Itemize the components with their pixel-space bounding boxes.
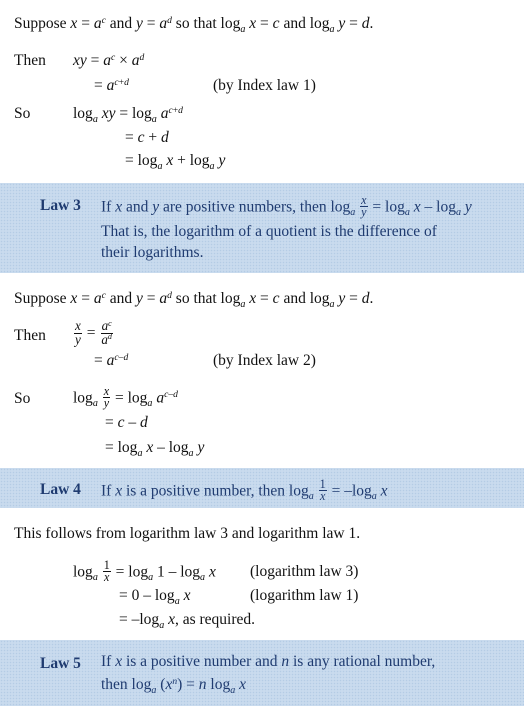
proof3-so-label: So <box>14 105 31 122</box>
proof3-sum-logs: = $\log_a x + \log_a y$ <box>125 152 226 172</box>
proof4-suppose: Suppose $x = a^c$ and $y = a^d$ so that $\log_a x = c$ and $\log_a y = d$. <box>14 289 374 310</box>
law4-proof-note2: (logarithm law 1) <box>250 587 359 604</box>
law4-proof-line1: $\log_a$ $\frac{1}{x}$ = $\log_a 1 - \log_a x$ <box>73 558 216 585</box>
law4-proof-note1: (logarithm law 3) <box>250 563 359 580</box>
law3-line2: That is, the logarithm of a quotient is the difference of <box>101 223 437 240</box>
proof3-eq-xy: xy = $a^c \times a^d$ <box>73 51 145 69</box>
law3-line3: their logarithms. <box>101 244 204 261</box>
law3-statement: If x and y are positive numbers, then $\log_a$ $\frac{x}{y}$ = $\log_a x - \log_a y$ <box>101 193 472 220</box>
law3-label: Law 3 <box>40 197 81 214</box>
law4-proof-line3: = $-\log_a$ x, as required. <box>119 611 256 631</box>
proof3-c-plus-d: = c + d <box>125 129 169 146</box>
law5-line1: If x is a positive number and n is any rational number, <box>101 653 436 670</box>
proof3-eq-sum-exp: = $a^{c+d}$ <box>94 76 129 94</box>
proof4-by-law2: (by Index law 2) <box>213 352 316 369</box>
proof4-then-label: Then <box>14 327 46 344</box>
law4-box <box>0 468 524 508</box>
proof3-suppose: Suppose $x = a^c$ and $y = a^d$ so that $\log_a x = c$ and $\log_a y = d$. <box>14 14 374 35</box>
law4-label: Law 4 <box>40 481 81 498</box>
law4-statement: If x is a positive number, then $\log_a$ $\frac{1}{x}$ = $-\log_a$ x <box>101 477 388 504</box>
law5-label: Law 5 <box>40 655 81 672</box>
proof4-diff-logs: = $\log_a x - \log_a y$ <box>105 439 205 459</box>
law5-box <box>0 640 524 706</box>
proof4-c-minus-d: = c – d <box>105 414 148 431</box>
follows-text: This follows from logarithm law 3 and logarithm law 1. <box>14 525 361 542</box>
proof4-eq-diff-exp: = $a^{c-d}$ <box>94 351 129 369</box>
proof3-by-law1: (by Index law 1) <box>213 77 316 94</box>
law3-box <box>0 183 524 273</box>
proof4-quotient: $\frac{x}{y}$ = $\frac{a^c}{a^d}$ <box>75 318 112 347</box>
proof3-then-label: Then <box>14 52 46 69</box>
law4-proof-line2: = $0 - \log_a x$ <box>119 587 191 607</box>
proof3-log-xy: $\log_a$ xy = $\log_a a^{c+d}$ <box>73 104 183 125</box>
law5-line2: then $\log_a (x^n) = n$ $\log_a x$ <box>101 675 247 696</box>
proof4-log-quotient: $\log_a$ $\frac{x}{y}$ = $\log_a a^{c-d}$ <box>73 384 178 411</box>
proof4-so-label: So <box>14 390 31 407</box>
